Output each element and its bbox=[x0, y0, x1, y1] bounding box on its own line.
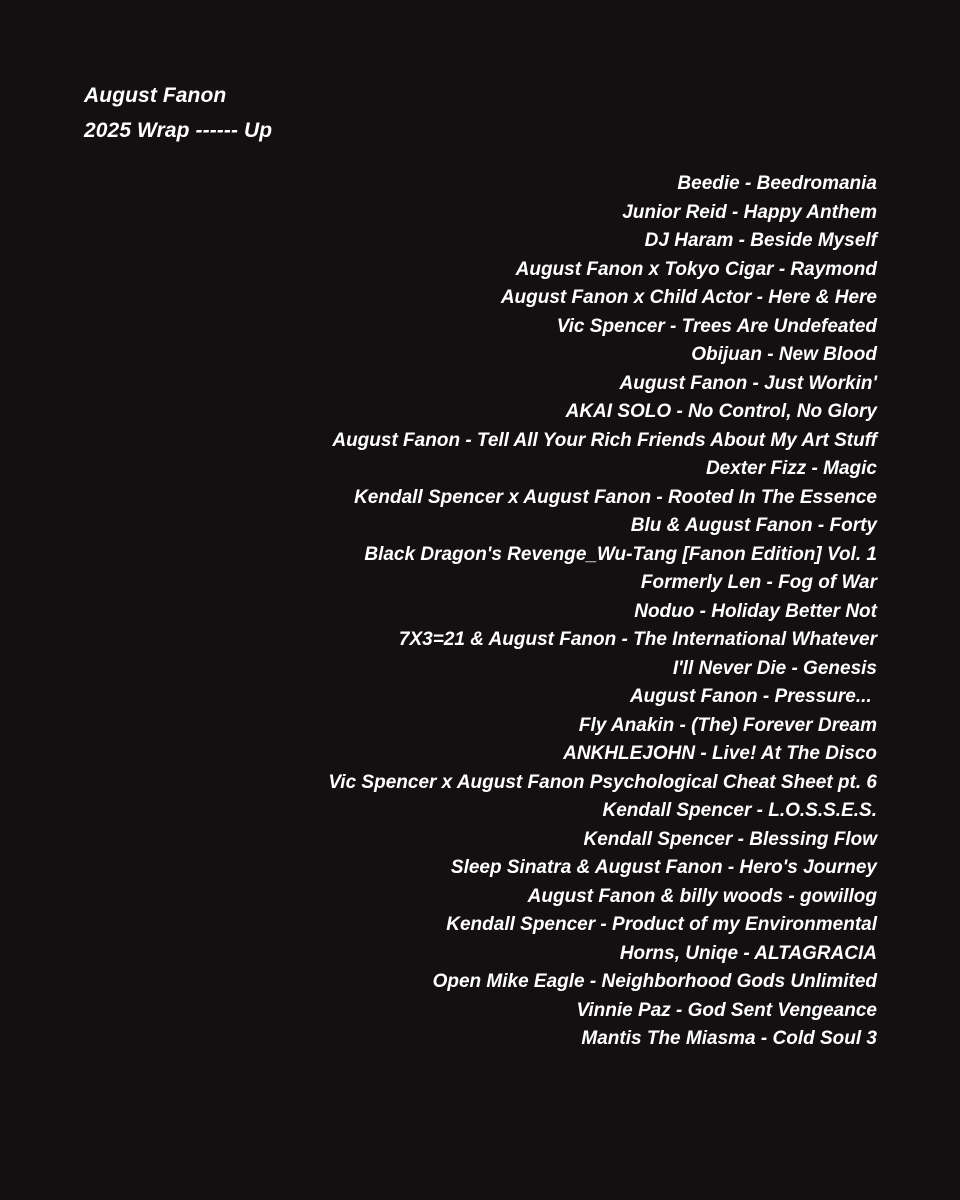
track-item: Dexter Fizz - Magic bbox=[705, 458, 877, 479]
track-item: August Fanon & billy woods - gowillog bbox=[527, 885, 877, 907]
track-item: ANKHLEJOHN - Live! At The Disco bbox=[563, 743, 877, 764]
track-item: Kendall Spencer - Blessing Flow bbox=[583, 828, 877, 850]
track-item: Fly Anakin - (The) Forever Dream bbox=[578, 714, 877, 736]
track-item: Horns, Uniqe - ALTAGRACIA bbox=[619, 942, 877, 964]
artist-name: August Fanon bbox=[84, 84, 227, 107]
track-item: Sleep Sinatra & August Fanon - Hero's Journey bbox=[450, 857, 877, 878]
track-item: August Fanon - Just Workin' bbox=[619, 372, 877, 394]
track-item: Black Dragon's Revenge_Wu-Tang [Fanon Edition] Vol. 1 bbox=[364, 543, 877, 565]
track-item: AKAI SOLO - No Control, No Glory bbox=[565, 401, 877, 422]
track-item: I'll Never Die - Genesis bbox=[672, 657, 877, 679]
track-item: August Fanon x Tokyo Cigar - Raymond bbox=[515, 258, 877, 280]
track-item: August Fanon - Pressure... bbox=[629, 686, 877, 707]
page-subtitle: 2025 Wrap ------ Up bbox=[84, 119, 273, 142]
track-item: August Fanon x Child Actor - Here & Here bbox=[500, 287, 877, 308]
track-item: Kendall Spencer - L.O.S.S.E.S. bbox=[602, 800, 877, 821]
track-list bbox=[328, 170, 877, 1054]
track-item: August Fanon - Tell All Your Rich Friends About My Art Stuff bbox=[332, 429, 877, 451]
track-item: DJ Haram - Beside Myself bbox=[644, 230, 877, 251]
track-item: Vic Spencer - Trees Are Undefeated bbox=[556, 315, 877, 337]
track-item: Beedie - Beedromania bbox=[677, 173, 877, 194]
track-item: Blu & August Fanon - Forty bbox=[630, 515, 877, 536]
header bbox=[84, 78, 272, 148]
track-item: Formerly Len - Fog of War bbox=[640, 572, 877, 593]
track-item: Mantis The Miasma - Cold Soul 3 bbox=[581, 1028, 877, 1049]
track-item: Obijuan - New Blood bbox=[691, 344, 877, 365]
track-item: Open Mike Eagle - Neighborhood Gods Unlimited bbox=[432, 971, 877, 992]
track-item: 7X3=21 & August Fanon - The International Whatever bbox=[398, 629, 877, 650]
track-item: Noduo - Holiday Better Not bbox=[634, 600, 877, 622]
track-item: Kendall Spencer - Product of my Environmental bbox=[446, 914, 877, 935]
track-item: Junior Reid - Happy Anthem bbox=[622, 201, 877, 223]
track-item: Kendall Spencer x August Fanon - Rooted In The Essence bbox=[354, 486, 877, 508]
track-item: Vic Spencer x August Fanon Psychological Cheat Sheet pt. 6 bbox=[328, 771, 877, 793]
track-item: Vinnie Paz - God Sent Vengeance bbox=[576, 999, 877, 1021]
